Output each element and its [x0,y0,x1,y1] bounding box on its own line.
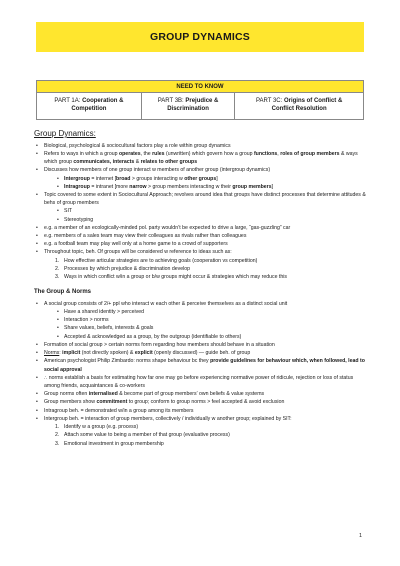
list-item: • Intragroup = intranet [more narrow > group members interacting w their group members] [44,183,366,191]
page-title: GROUP DYNAMICS [149,31,251,43]
list-item: • Group norms often internalised & become part of group members’ own beliefs & value systems [34,390,366,398]
list-item: • Stereotyping [44,216,366,224]
list-item: • Group members show commitment to group; conform to group norms > feel accepted & avoid exclusion [34,398,366,406]
section-title-group-norms: The Group & Norms [34,289,92,296]
list-item: • Intergroup beh. = interaction of group members, collectively / individually w another group; explained by SIT: 1. Identify w a group (e.g. process) 2. Attach some value to being a member of that group (evaluative process) 3. Emotional investment in group membership [34,415,366,448]
list-item: • SIT [44,207,366,215]
need-to-know-header: NEED TO KNOW [37,81,364,93]
list-item: • Throughout topic, beh. Of groups will be considered w reference to ideas such as: 1. How effective articular strategies are to achieving goals (cooperation vs competition) 2. Processes by which prejudice & discrimination develop 3. Ways in which conflict w/in a group or b/w groups might occur & strategies which may reduce this [34,248,366,281]
section-title-group-dynamics: Group Dynamics: [34,129,96,138]
list-item: • Norms: implicit (not directly spoken) & explicit (openly discussed) — guide beh. of group [34,349,366,357]
list-item: • Accepted & acknowledged as a group, by the outgroup (identifiable to others) [44,333,366,341]
list-item: 2. Processes by which prejudice & discrimination develop [55,265,191,272]
list-item: 1. How effective articular strategies are to achieving goals (cooperation vs competition) [55,257,258,264]
list-item: 3. Ways in which conflict w/in a group or b/w groups might occur & strategies which may reduce this [55,274,287,281]
list-item: • Refers to ways in which a group operates, the rules (unwritten) which govern how a group functions, roles of group members & ways which group communicates, interacts & relates to other groups [34,150,366,166]
list-item: • Topic covered to some extent in Sociocultural Approach; revolves around idea that groups have distinct processes that determine attitudes & behs of group members • SIT • Stereotyping [34,191,366,224]
list-item: • Discusses how members of one group interact w members of another group (intergroup dynamics) • Intergroup = internet [broad > groups interacting w other groups] • Intragroup = intranet [more narrow > group members interacting w their group members] [34,166,366,191]
part-3c-cell: PART 3C: Origins of Conflict & Conflict Resolution [235,93,364,120]
list-item: • Share values, beliefs, interests & goals [44,324,366,332]
list-item: 1. Identify w a group (e.g. process) [55,424,139,431]
list-item: • American psychologist Philip Zimbardo: norms shape behaviour bc they provide guidelines for behaviour which, when followed, lead to social approval [34,357,366,373]
list-item: • ∴ norms establish a basis for estimating how far one may go before experiencing normative power of ridicule, rejection or loss of status among friends, acquaintances & co-workers [34,374,366,390]
page-number: 1 [358,533,362,539]
page-title-banner [36,22,364,52]
group-dynamics-list [34,142,366,282]
list-item: 3. Emotional investment in group membership [55,440,164,447]
list-item: • A social group consists of 2/+ ppl who interact w each other & perceive themselves as a distinct social unit • Have a shared identity > perceived • Interaction > norms • Share values, beliefs, interests & goals • Accepted & acknowledged as a group, by the outgroup (identifiable to others) [34,300,366,341]
list-item: • e.g. a member of an ecologically-minded pol. party wouldn’t be expected to drive a large, “gas-guzzling” car [34,224,366,232]
need-to-know-table [36,80,364,120]
list-item: • Biological, psychological & sociocultural factors play a role within group dynamics [34,142,366,150]
list-item: • e.g. members of a sales team may view their colleagues as rivals rather than colleagues [34,232,366,240]
list-item: • e.g. a football team may play well only at a home game to a crowd of supporters [34,240,366,248]
list-item: 2. Attach some value to being a member of that group (evaluative process) [55,432,230,439]
part-3b-cell: PART 3B: Prejudice & Discrimination [141,93,234,120]
list-item: • Interaction > norms [44,316,366,324]
list-item: • Intergroup = internet [broad > groups interacting w other groups] [44,175,366,183]
group-norms-list [34,300,366,448]
list-item: • Formation of social group > certain norms form regarding how members should behave in a situation [34,341,366,349]
part-1a-cell: PART 1A: Cooperation & Competition [37,93,142,120]
list-item: • Intragroup beh. = demonstrated w/in a group among its members [34,407,366,415]
list-item: • Have a shared identity > perceived [44,308,366,316]
notes-body [34,128,366,448]
